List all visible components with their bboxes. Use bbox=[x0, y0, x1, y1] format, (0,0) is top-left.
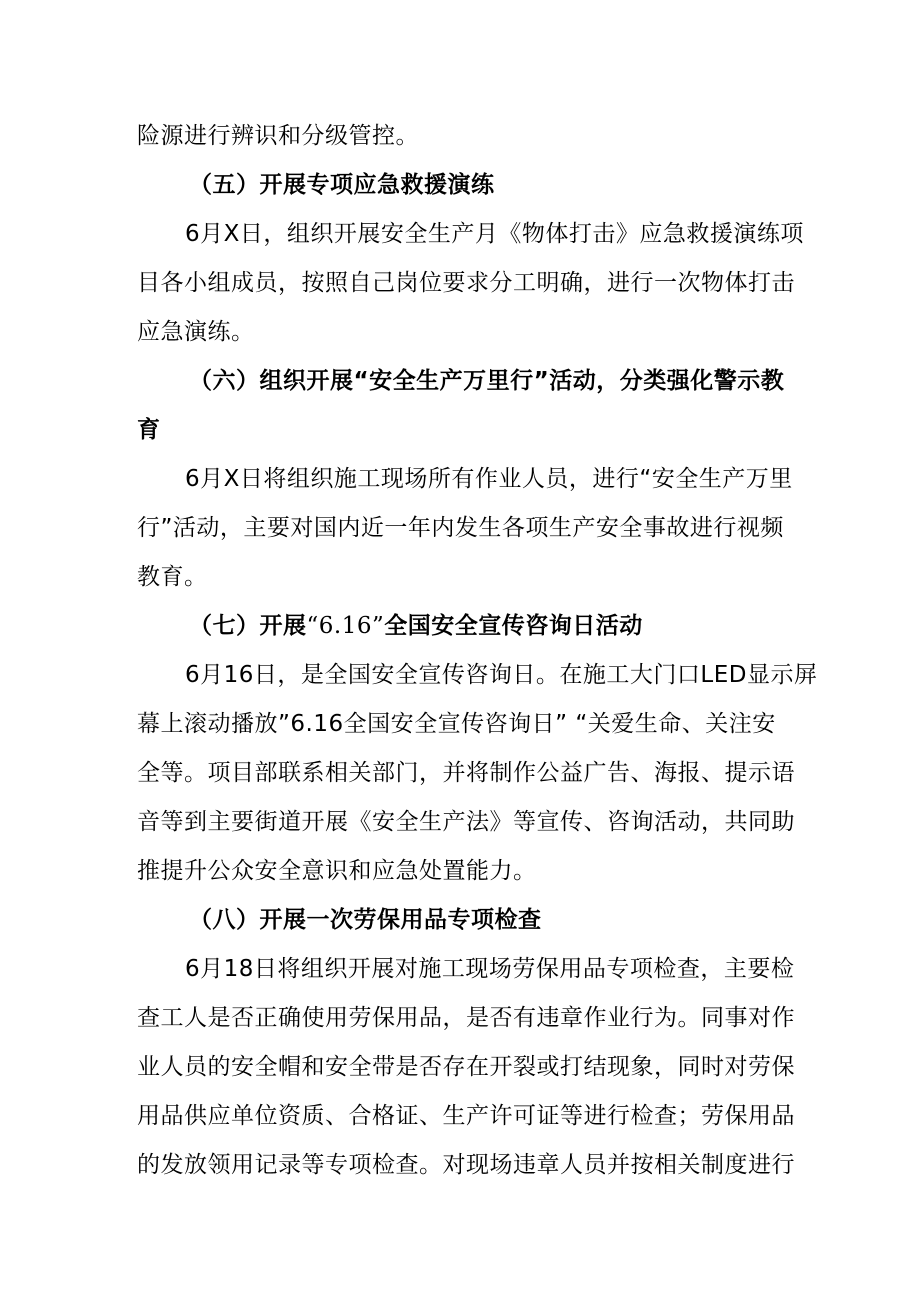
section-heading-7 bbox=[137, 602, 790, 651]
body-line: 全等。项目部联系相关部门，并将制作公益广告、海报、提示语 bbox=[137, 760, 795, 786]
body-line: 6月16日，是全国安全宣传咨询日。在施工大门口LED显示屏 bbox=[185, 662, 818, 688]
body-line: 音等到主要街道开展《安全生产法》等宣传、咨询活动，共同助 bbox=[137, 809, 795, 835]
body-line: 目各小组成员，按照自己岗位要求分工明确，进行一次物体打击 bbox=[137, 270, 795, 296]
section-heading-6: （六）组织开展“安全生产万里行”活动，分类强化警示教 bbox=[189, 368, 785, 394]
body-line: 6月18日将组织开展对施工现场劳保用品专项检查，主要检 bbox=[185, 956, 795, 982]
body-line: 险源进行辨识和分级管控。 bbox=[137, 123, 419, 149]
section-heading-7-date: “6.16” bbox=[306, 613, 385, 639]
body-line: 业人员的安全帽和安全带是否存在开裂或打结现象，同时对劳保 bbox=[137, 1054, 795, 1080]
body-line: 6月X日将组织施工现场所有作业人员，进行“安全生产万里 bbox=[185, 466, 793, 492]
body-line: 用品供应单位资质、合格证、生产许可证等进行检查；劳保用品 bbox=[137, 1103, 795, 1129]
body-line: 教育。 bbox=[137, 564, 208, 590]
section-heading-7-prefix: （七）开展 bbox=[189, 613, 307, 639]
section-heading-6-continued: 育 bbox=[137, 417, 161, 443]
body-line: 行”活动，主要对国内近一年内发生各项生产安全事故进行视频 bbox=[137, 515, 784, 541]
body-line: 的发放领用记录等专项检查。对现场违章人员并按相关制度进行 bbox=[137, 1152, 795, 1178]
section-heading-5: （五）开展专项应急救援演练 bbox=[189, 172, 495, 198]
section-heading-8: （八）开展一次劳保用品专项检查 bbox=[189, 907, 542, 933]
body-line: 推提升公众安全意识和应急处置能力。 bbox=[137, 858, 537, 884]
body-line: 应急演练。 bbox=[137, 319, 255, 345]
body-line: 6月X日，组织开展安全生产月《物体打击》应急救援演练项 bbox=[185, 221, 804, 247]
body-line: 查工人是否正确使用劳保用品，是否有违章作业行为。同事对作 bbox=[137, 1005, 795, 1031]
body-line: 幕上滚动播放”6.16全国安全宣传咨询日” “关爱生命、关注安 bbox=[137, 711, 776, 737]
section-heading-7-suffix: 全国安全宣传咨询日活动 bbox=[384, 613, 643, 639]
